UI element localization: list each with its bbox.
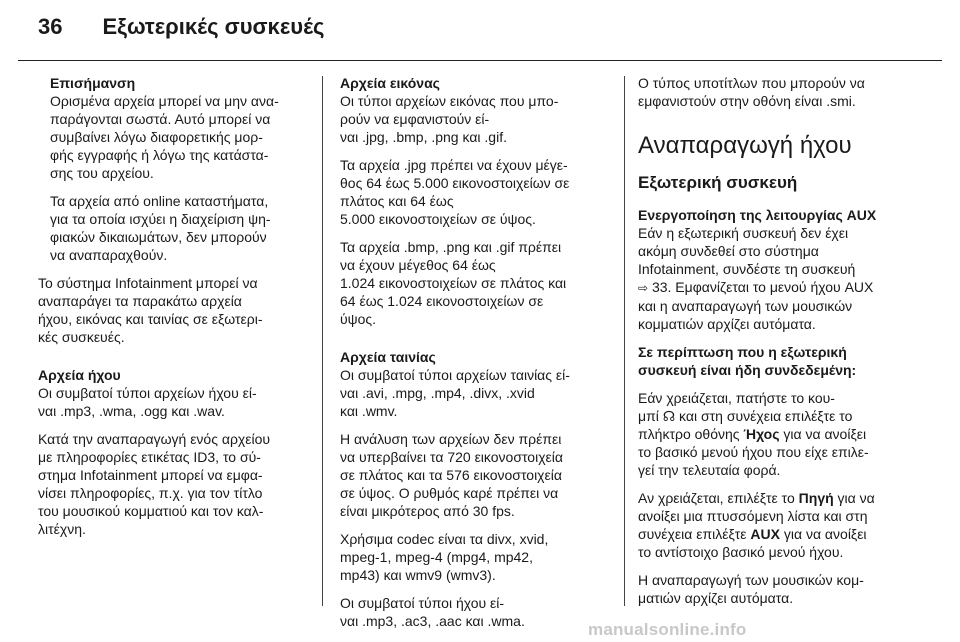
text-line: Οι συμβατοί τύποι ήχου εί-	[340, 595, 505, 611]
text-line: ναι .avi, .mpg, .mp4, .divx, .xvid	[340, 385, 535, 401]
home-button-icon: ☊	[662, 408, 676, 424]
text-line: φής εγγραφής ή λόγω της κατάστα-	[50, 147, 269, 163]
aux-button-label: AUX	[750, 526, 780, 542]
column-2	[340, 74, 615, 630]
text-line: Εάν χρειάζεται, πατήστε το κου-	[638, 390, 835, 406]
note-text	[50, 92, 312, 182]
step-2-text-b: για να	[833, 490, 875, 506]
text-line: στημα Infotainment μπορεί να εμφα-	[38, 467, 263, 483]
section-subheading: Εξωτερική συσκευή	[638, 173, 798, 192]
note-title: Επισήμανση	[50, 75, 136, 91]
note-drm-text	[50, 192, 312, 264]
movie-files-text	[340, 366, 615, 420]
watermark: manualsonline.info	[588, 620, 747, 639]
page-title: Εξωτερικές συσκευές	[102, 14, 325, 39]
column-1	[38, 74, 312, 538]
text-line: 64 έως 1.024 εικονοστοιχείων σε	[340, 293, 544, 309]
step-2-line-2	[638, 507, 928, 525]
bmp-size-text	[340, 238, 615, 328]
text-line: Τα αρχεία .bmp, .png και .gif πρέπει	[340, 239, 562, 255]
text-line: σε πλάτος και τα 576 εικονοστοιχεία	[340, 467, 562, 483]
text-line: με πληροφορίες ετικέτας ID3, το σύ-	[38, 449, 261, 465]
image-files-text	[340, 92, 615, 146]
text-line: φιακών δικαιωμάτων, δεν μπορούν	[50, 229, 267, 245]
source-button-label: Πηγή	[798, 490, 834, 506]
text-line: ύψος.	[340, 311, 377, 327]
column-divider-2	[624, 76, 625, 606]
aux-page-ref[interactable]	[638, 278, 928, 297]
step-1-text-d: για να ανοίξει	[779, 426, 867, 442]
step-1-text-a: μπί	[638, 408, 663, 424]
text-line: ναι .jpg, .bmp, .png και .gif.	[340, 129, 507, 145]
step-2-line-1	[638, 489, 928, 507]
text-line: αναπαράγει τα παρακάτω αρχεία	[38, 293, 242, 309]
image-files-title: Αρχεία εικόνας	[340, 75, 440, 91]
page-number: 36	[38, 14, 63, 39]
step-1-text-c: πλήκτρο οθόνης	[638, 426, 744, 442]
step-2-line-4: το αντίστοιχο βασικό μενού ήχου.	[638, 544, 844, 560]
step-1-text-b: και στη συνέχεια επιλέξτε το	[675, 408, 853, 424]
text-line: mp43) και wmv9 (wmv3).	[340, 567, 496, 583]
text-line: Κατά την αναπαραγωγή ενός αρχείου	[38, 431, 271, 447]
text-line: για τα οποία ισχύει η διαχείριση ψη-	[50, 211, 271, 227]
text-line: συσκευή είναι ήδη συνδεδεμένη:	[638, 362, 857, 378]
text-line: το βασικό μενού ήχου που είχε επιλε-	[638, 444, 869, 460]
id3-paragraph	[38, 430, 312, 538]
column-3	[638, 74, 928, 607]
text-line: 5.000 εικονοστοιχείων σε ύψος.	[340, 211, 536, 227]
text-line: ναι .mp3, .wma, .ogg και .wav.	[38, 403, 225, 419]
audio-screen-button-label: Ήχος	[743, 426, 780, 442]
text-line: γεί την τελευταία φορά.	[638, 462, 781, 478]
text-line: και .wmv.	[340, 403, 398, 419]
header-rule	[18, 60, 942, 61]
text-line: Ορισμένα αρχεία μπορεί να μην ανα-	[50, 93, 279, 109]
text-line: mpeg-1, mpeg-4 (mpg4, mp42,	[340, 549, 533, 565]
text-line: Infotainment, συνδέστε τη συσκευή	[638, 261, 856, 277]
text-line: εμφανιστούν στην οθόνη είναι .smi.	[638, 93, 856, 109]
text-line: παράγονται σωστά. Αυτό μπορεί να	[50, 111, 271, 127]
aux-text-a	[638, 224, 928, 278]
text-line: ματιών αρχίζει αυτόματα.	[638, 590, 794, 606]
text-line: κές συσκευές.	[38, 329, 125, 345]
audio-files-text	[38, 384, 312, 420]
text-line: ήχου, εικόνας και ταινίας σε εξωτερι-	[38, 311, 263, 327]
text-line: πλάτος και 64 έως	[340, 193, 454, 209]
text-line: κομματιών αρχίζει αυτόματα.	[638, 316, 816, 332]
step-2-text-a: Αν χρειάζεται, επιλέξτε το	[638, 490, 799, 506]
text-line: Οι συμβατοί τύποι αρχείων ταινίας εί-	[340, 367, 570, 383]
resolution-text	[340, 430, 615, 520]
text-line: Εάν η εξωτερική συσκευή δεν έχει	[638, 225, 849, 241]
final-text	[638, 571, 928, 607]
audio-files-title: Αρχεία ήχου	[38, 367, 121, 383]
text-line: ναι .mp3, .ac3, .aac και .wma.	[340, 613, 525, 629]
text-line: Το σύστημα Infotainment μπορεί να	[38, 275, 258, 291]
codec-text	[340, 530, 615, 584]
text-line: Τα αρχεία από online καταστήματα,	[50, 193, 269, 209]
text-line: Χρήσιμα codec είναι τα divx, xvid,	[340, 531, 549, 547]
subtitle-text	[638, 74, 928, 110]
aux-text-b	[638, 297, 928, 333]
text-line: λιτέχνη.	[38, 521, 86, 537]
text-line: Οι τύποι αρχείων εικόνας που μπο-	[340, 93, 559, 109]
step-2-text-c: συνέχεια επιλέξτε	[638, 526, 751, 542]
page-header	[38, 14, 324, 48]
note-block	[38, 74, 312, 264]
text-line: Ο τύπος υποτίτλων που μπορούν να	[638, 75, 865, 91]
text-line: ανοίξει μια πτυσσόμενη λίστα και στη	[638, 508, 868, 524]
text-line: ακόμη συνδεθεί στο σύστημα	[638, 243, 819, 259]
text-line: Η αναπαραγωγή των μουσικών κομ-	[638, 572, 864, 588]
text-line: να αναπαραχθούν.	[50, 247, 168, 263]
text-line: του μουσικού κομματιού και τον καλ-	[38, 503, 264, 519]
text-line: και η αναπαραγωγή των μουσικών	[638, 298, 853, 314]
aux-title: Ενεργοποίηση της λειτουργίας AUX	[638, 207, 877, 223]
step-1-line-1	[638, 389, 928, 407]
aux-ref-text: 33. Εμφανίζεται το μενού ήχου AUX	[648, 279, 874, 295]
step-2-line-3	[638, 525, 928, 543]
step-1	[638, 389, 928, 479]
text-line: είναι μικρότερος από 30 fps.	[340, 503, 515, 519]
step-1-line-3	[638, 425, 928, 443]
movie-audio-types-text	[340, 594, 615, 630]
intro-paragraph	[38, 274, 312, 346]
page-ref-arrow-icon: ⇨	[638, 281, 649, 295]
text-line: Οι συμβατοί τύποι αρχείων ήχου εί-	[38, 385, 257, 401]
step-2-text-d: για να ανοίξει	[779, 526, 867, 542]
movie-files-title: Αρχεία ταινίας	[340, 349, 436, 365]
jpg-size-text	[340, 156, 615, 228]
connected-case-title	[638, 343, 928, 379]
section-heading: Αναπαραγωγή ήχου	[638, 132, 852, 159]
text-line: νίσει πληροφορίες, π.χ. για τον τίτλο	[38, 485, 263, 501]
text-line: να υπερβαίνει τα 720 εικονοστοιχεία	[340, 449, 563, 465]
text-line: θος 64 έως 5.000 εικονοστοιχείων σε	[340, 175, 570, 191]
text-line: Τα αρχεία .jpg πρέπει να έχουν μέγε-	[340, 157, 568, 173]
text-line: σε ύψος. Ο ρυθμός καρέ πρέπει να	[340, 485, 559, 501]
text-line: Σε περίπτωση που η εξωτερική	[638, 344, 847, 360]
text-line: σης του αρχείου.	[50, 165, 154, 181]
text-line: Η ανάλυση των αρχείων δεν πρέπει	[340, 431, 562, 447]
step-1-line-4	[638, 443, 928, 479]
text-line: συμβαίνει λόγω διαφορετικής μορ-	[50, 129, 263, 145]
step-1-line-2	[638, 407, 928, 425]
text-line: ρούν να εμφανιστούν εί-	[340, 111, 490, 127]
step-2	[638, 489, 928, 561]
text-line: να έχουν μέγεθος 64 έως	[340, 257, 496, 273]
text-line: 1.024 εικονοστοιχείων σε πλάτος και	[340, 275, 567, 291]
column-divider-1	[322, 76, 323, 606]
